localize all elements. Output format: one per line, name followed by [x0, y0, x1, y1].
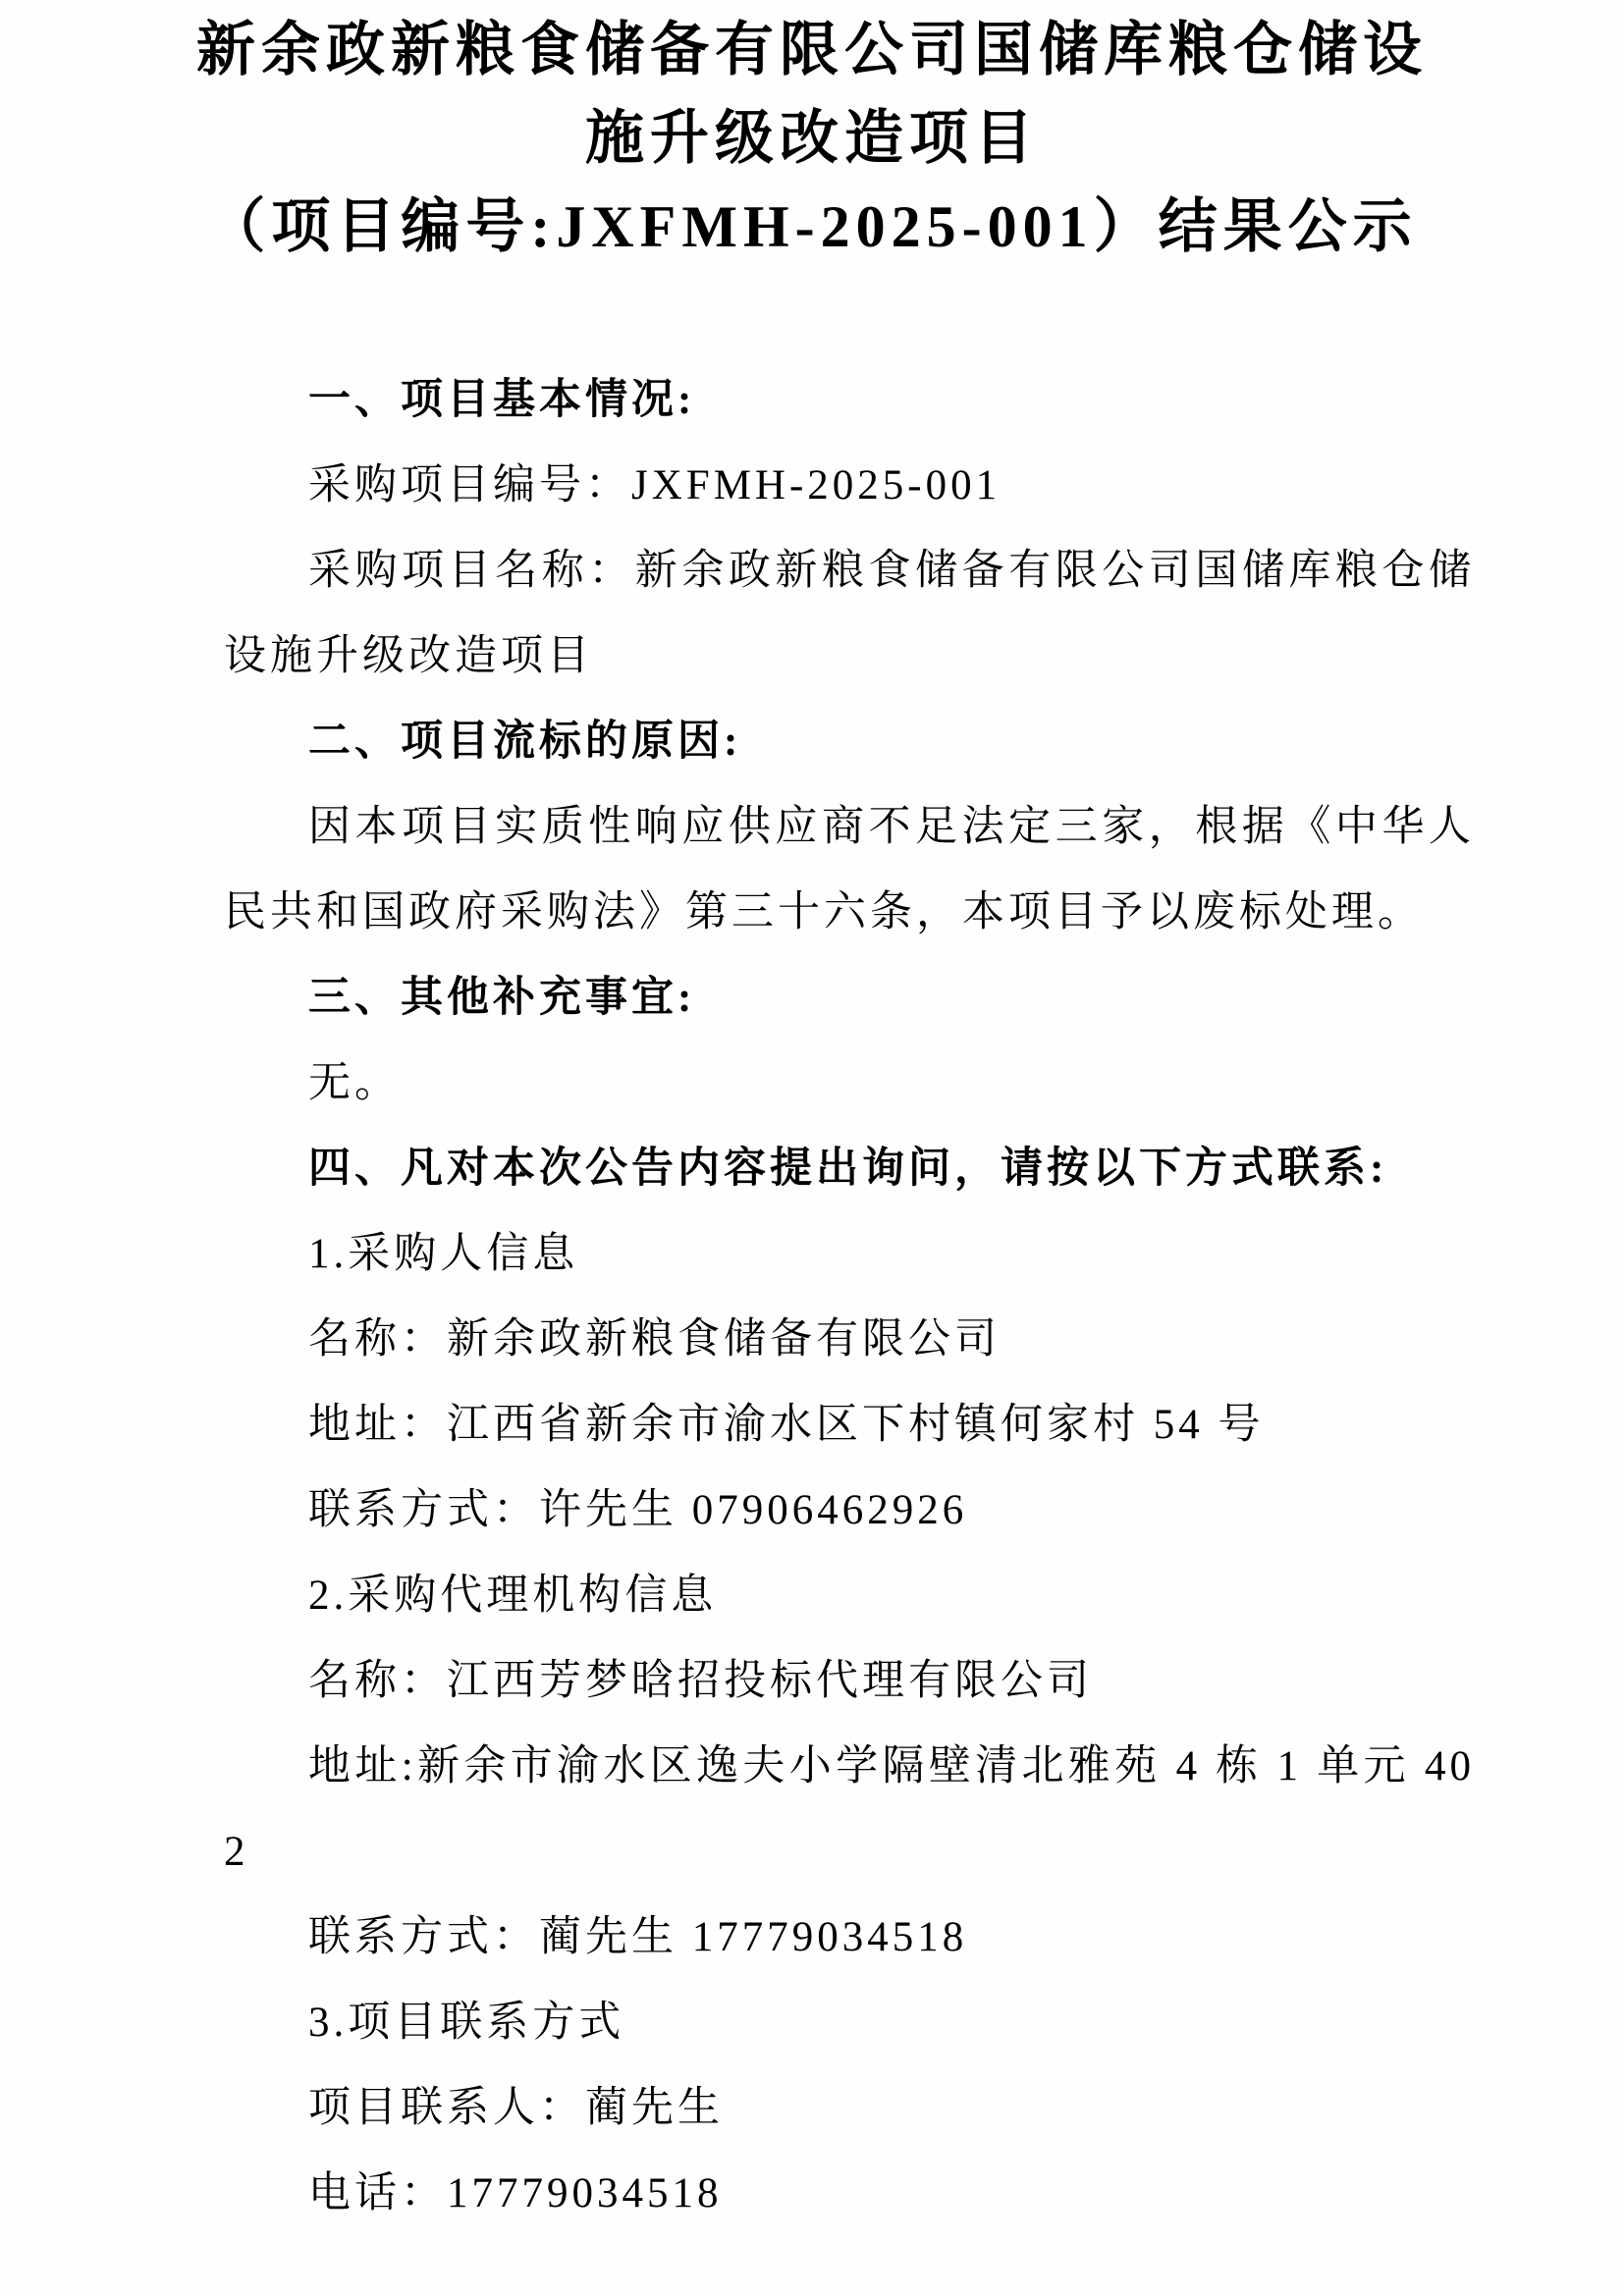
para-agency-address: 地址:新余市渝水区逸夫小学隔壁清北雅苑 4 栋 1 单元 402: [224, 1743, 1475, 1875]
document-body: [224, 357, 1475, 2236]
subsection-purchaser-info: 1.采购人信息: [308, 1231, 579, 1277]
para-purchaser-name: 名称：新余政新粮食储备有限公司: [308, 1316, 1001, 1362]
section-4-heading: 四、凡对本次公告内容提出询问，请按以下方式联系:: [308, 1146, 1388, 1192]
title-line-3-project-number: （项目编号:JXFMH-2025-001）结果公示: [206, 194, 1418, 259]
title-line-2: 施升级改造项目: [585, 106, 1039, 171]
section-3-heading: 三、其他补充事宜:: [308, 975, 696, 1021]
para-agency-name: 名称：江西芳梦晗招投标代理有限公司: [308, 1658, 1093, 1704]
para-procurement-name: 采购项目名称：新余政新粮食储备有限公司国储库粮仓储设施升级改造项目: [224, 548, 1475, 679]
para-project-contact-person: 项目联系人：蔺先生: [308, 2085, 724, 2131]
section-1-heading: 一、项目基本情况:: [308, 377, 696, 423]
para-purchaser-address: 地址：江西省新余市渝水区下村镇何家村 54 号: [308, 1402, 1265, 1448]
subsection-agency-info: 2.采购代理机构信息: [308, 1573, 718, 1619]
section-2-heading: 二、项目流标的原因:: [308, 719, 742, 765]
para-purchaser-contact: 联系方式：许先生 07906462926: [308, 1487, 968, 1533]
para-failed-bid-reason: 因本项目实质性响应供应商不足法定三家，根据《中华人民共和国政府采购法》第三十六条，本项目予以废标处理。: [224, 804, 1475, 935]
para-supplementary-none: 无。: [308, 1060, 401, 1106]
subsection-project-contact: 3.项目联系方式: [308, 2000, 625, 2046]
para-project-contact-phone: 电话：17779034518: [308, 2170, 723, 2216]
para-agency-contact: 联系方式：蔺先生 17779034518: [308, 1914, 968, 1960]
para-procurement-number: 采购项目编号：JXFMH-2025-001: [308, 462, 1001, 508]
document-title: [0, 0, 1624, 271]
title-line-1: 新余政新粮食储备有限公司国储库粮仓储设: [196, 18, 1428, 82]
